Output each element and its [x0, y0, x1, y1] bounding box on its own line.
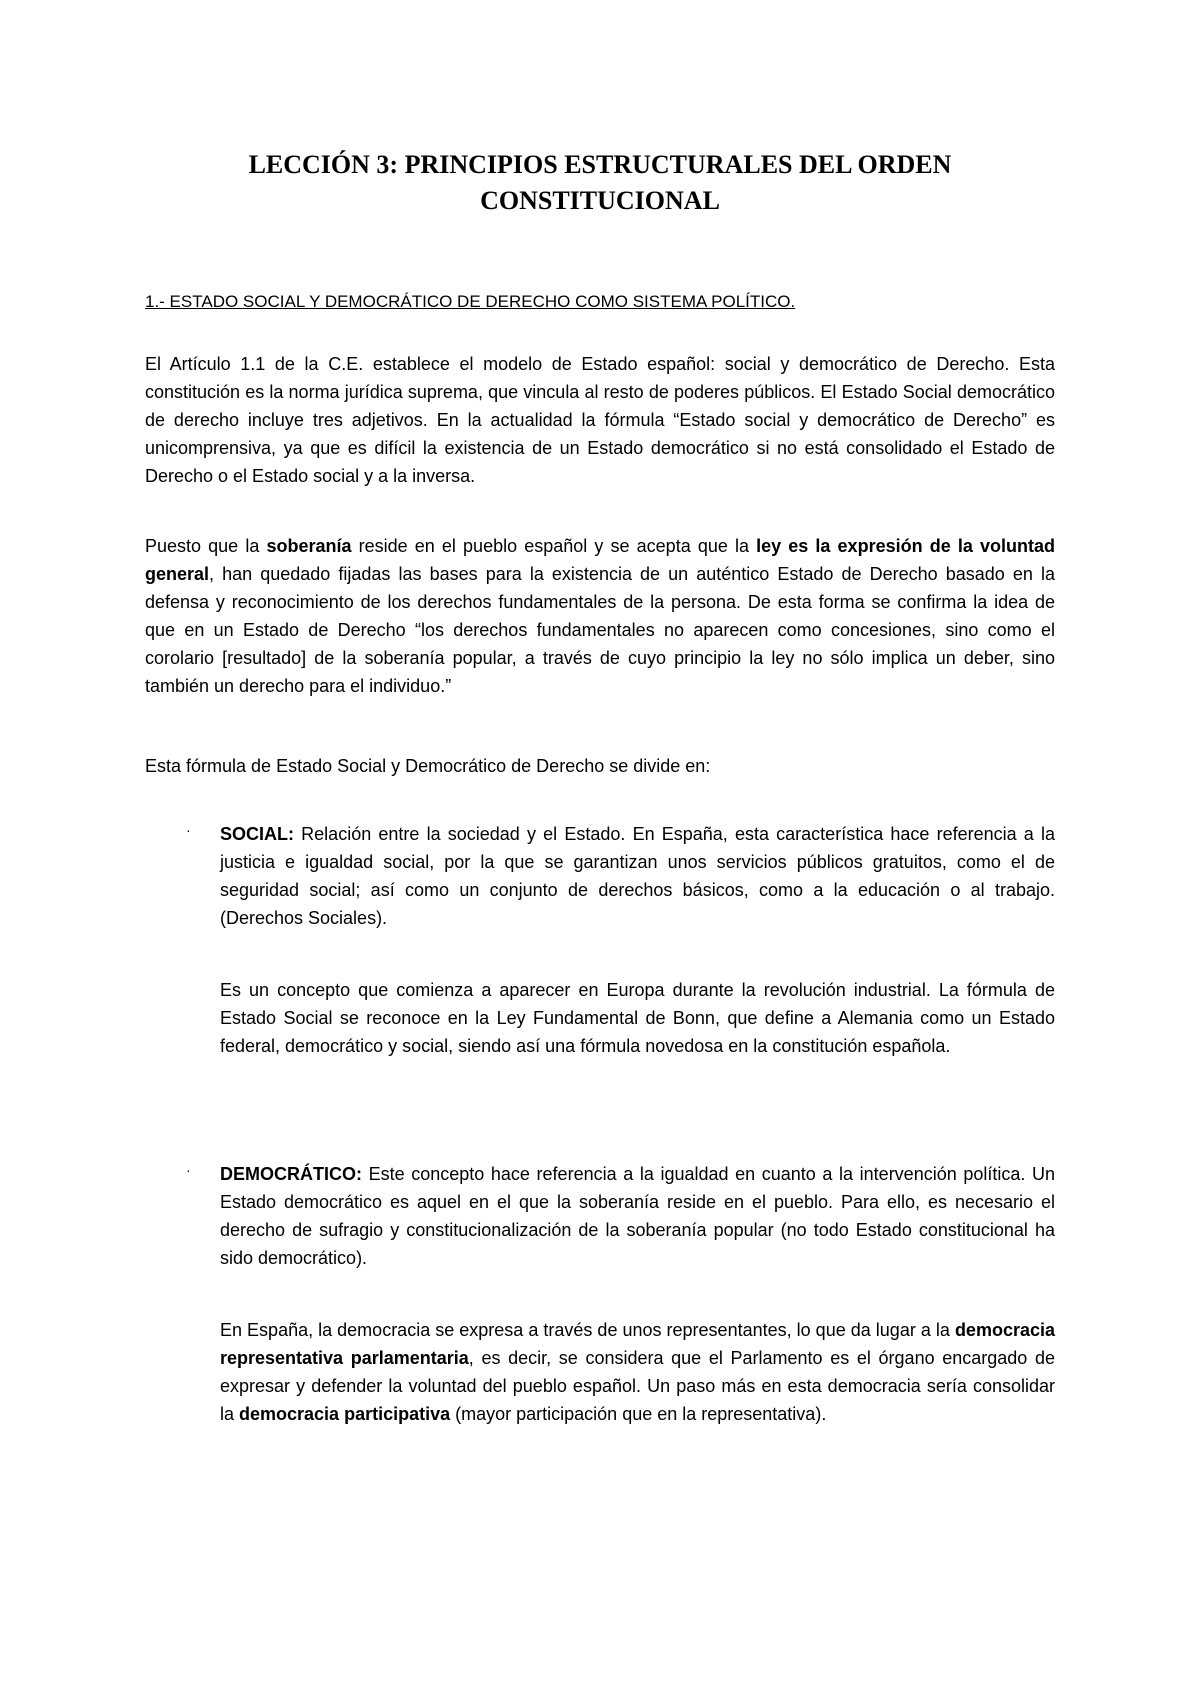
division-lead-paragraph: Esta fórmula de Estado Social y Democrático de Derecho se divide en: [145, 756, 711, 776]
text-run: (mayor participación que en la representativa). [450, 1404, 827, 1424]
bold-term-representativa: democracia representativa parlamentaria [220, 1320, 1055, 1368]
text-run: Puesto que la [145, 536, 267, 556]
democratic-label: DEMOCRÁTICO: [220, 1164, 362, 1184]
bold-term-soberania: soberanía [266, 536, 352, 556]
text-run: , es decir, se considera que el Parlamento es el órgano encargado de expresar y defender la voluntad del pueblo español. Un paso más en esta democracia sería consolidar la [220, 1348, 1055, 1424]
bullet-marker: · [186, 822, 191, 838]
intro-paragraph: El Artículo 1.1 de la C.E. establece el modelo de Estado español: social y democrático de Derecho. Esta constitución es la norma jurídica suprema, que vincula al resto de poderes públicos. El Estado Social democrático de derecho incluye tres adjetivos. En la actualidad la fórmula “Estado social y democrático de Derecho” es unicomprensiva, ya que es difícil la existencia de un Estado democrático si no está consolidado el Estado de Derecho o el Estado social y a la inversa. [145, 354, 1055, 486]
social-paragraph [220, 820, 1055, 932]
social-label: SOCIAL: [220, 824, 294, 844]
document-title [145, 147, 1055, 219]
social-paragraph-2: Es un concepto que comienza a aparecer en Europa durante la revolución industrial. La fórmula de Estado Social se reconoce en la Ley Fundamental de Bonn, que define a Alemania como un Estado federal, democrático y social, siendo así una fórmula novedosa en la constitución española. [220, 980, 1055, 1056]
bold-term-participativa: democracia participativa [239, 1404, 451, 1424]
section-heading: 1.- ESTADO SOCIAL Y DEMOCRÁTICO DE DERECHO COMO SISTEMA POLÍTICO. [145, 292, 796, 311]
bullet-marker: · [186, 1162, 191, 1178]
sovereignty-paragraph [145, 532, 1055, 700]
title-line-1: LECCIÓN 3: PRINCIPIOS ESTRUCTURALES DEL ORDEN [248, 150, 952, 179]
bold-term-ley: ley es la expresión de la voluntad general [145, 536, 1055, 584]
social-text: Relación entre la sociedad y el Estado. En España, esta característica hace referencia a la justicia e igualdad social, por la que se garantizan unos servicios públicos gratuitos, como el de seguridad social; así como un conjunto de derechos básicos, como a la educación o al trabajo. (Derechos Sociales). [220, 824, 1055, 928]
text-run: , han quedado fijadas las bases para la existencia de un auténtico Estado de Derecho basado en la defensa y reconocimiento de los derechos fundamentales de la persona. De esta forma se confirma la idea de que en un Estado de Derecho “los derechos fundamentales no aparecen como concesiones, sino como el corolario [resultado] de la soberanía popular, a través de cuyo principio la ley no sólo implica un deber, sino también un derecho para el individuo.” [145, 564, 1055, 696]
democratic-paragraph-2 [220, 1316, 1055, 1428]
title-line-2: CONSTITUCIONAL [480, 186, 720, 215]
text-run: reside en el pueblo español y se acepta que la [351, 536, 757, 556]
democratic-paragraph [220, 1160, 1055, 1272]
democratic-text: Este concepto hace referencia a la igualdad en cuanto a la intervención política. Un Estado democrático es aquel en el que la soberanía reside en el pueblo. Para ello, es necesario el derecho de sufragio y constitucionalización de la soberanía popular (no todo Estado constitucional ha sido democrático). [220, 1164, 1055, 1268]
text-run: En España, la democracia se expresa a través de unos representantes, lo que da lugar a la [220, 1320, 955, 1340]
